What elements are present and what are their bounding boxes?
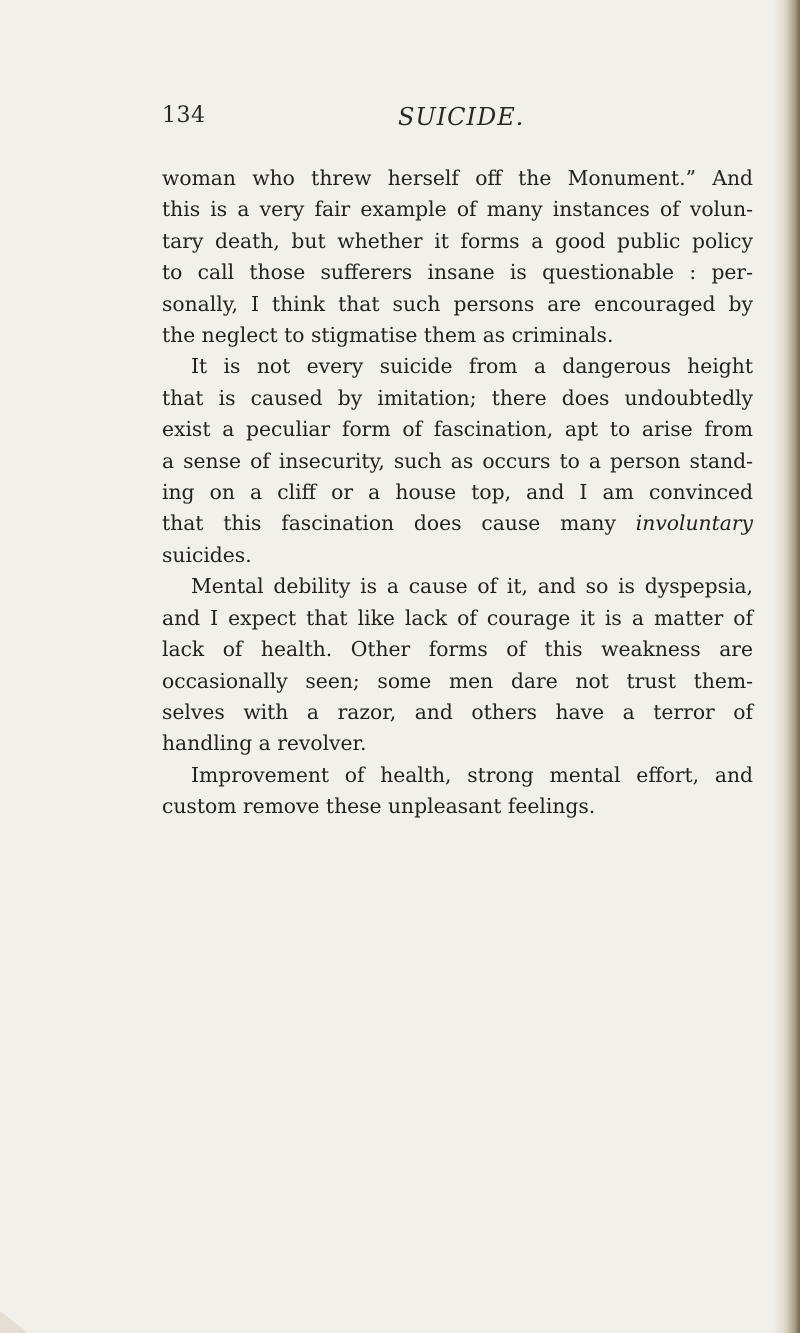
chapter-title: SUICIDE. [398, 103, 525, 131]
text-line: and I expect that like lack of courage it is a matter of [162, 605, 753, 630]
text-line: occasionally seen; some men dare not trust them- [162, 668, 753, 693]
text-segment: that this fascination does cause many [162, 511, 616, 536]
text-line: to call those sufferers insane is questionable : per- [162, 260, 753, 285]
text-line-with-emphasis [162, 508, 753, 539]
page-corner [0, 1311, 28, 1333]
text-line: exist a peculiar form of fascination, apt to arise from [162, 417, 753, 442]
paragraph-start: Mental debility is a cause of it, and so is dyspepsia, [191, 574, 753, 599]
running-head [162, 103, 752, 143]
text-line: this is a very fair example of many instances of volun- [162, 197, 753, 222]
emphasis-word: involuntary [635, 511, 754, 536]
page-gutter-shadow [772, 0, 782, 1333]
text-line: handling a revolver. [162, 731, 367, 756]
text-line: tary death, but whether it forms a good public policy [162, 228, 753, 253]
text-line: the neglect to stigmatise them as criminals. [162, 323, 614, 348]
text-line: a sense of insecurity, such as occurs to a person stand- [162, 448, 753, 473]
text-line: woman who threw herself off the Monument.” And [162, 166, 753, 190]
text-line: suicides. [162, 542, 252, 567]
text-line: sonally, I think that such persons are encouraged by [162, 291, 753, 316]
page-number: 134 [162, 103, 206, 128]
text-line: lack of health. Other forms of this weakness are [162, 637, 753, 662]
text-line: selves with a razor, and others have a terror of [162, 699, 753, 724]
text-line: ing on a cliff or a house top, and I am convinced [162, 480, 753, 505]
text-line: that is caused by imitation; there does undoubtedly [162, 385, 753, 410]
page-edge [782, 0, 800, 1333]
body-text [162, 163, 753, 823]
paragraph-start: It is not every suicide from a dangerous height [191, 354, 753, 379]
text-line: custom remove these unpleasant feelings. [162, 794, 596, 819]
paragraph-start: Improvement of health, strong mental effort, and [191, 762, 753, 787]
